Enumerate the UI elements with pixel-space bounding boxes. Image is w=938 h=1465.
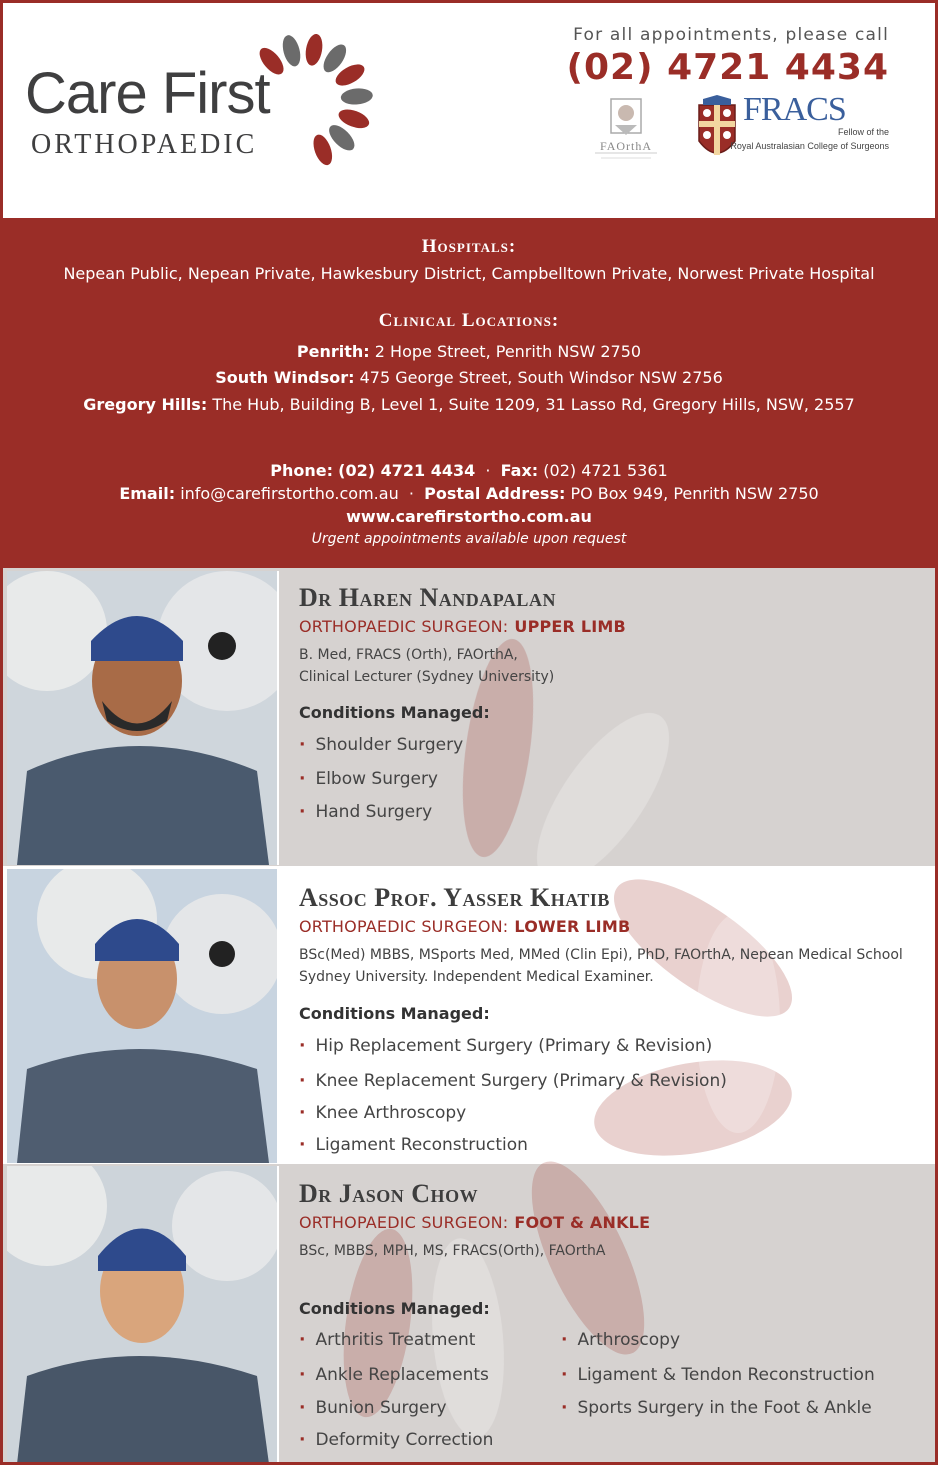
- location-penrith: [3, 342, 935, 361]
- doctor-name: Assoc Prof. Yasser Khatib: [299, 883, 610, 912]
- doctor-card: [299, 1179, 919, 1262]
- website-link[interactable]: www.carefirstortho.com.au: [346, 507, 592, 526]
- fracs-fellow-line2: Royal Australasian College of Surgeons: [730, 141, 889, 151]
- qualifications-line: BSc(Med) MBBS, MSports Med, MMed (Clin Epi), PhD, FAOrthA, Nepean Medical School: [299, 947, 903, 963]
- condition-item: · Shoulder Surgery: [299, 735, 463, 755]
- doctor-card: [299, 583, 919, 688]
- doctor-portrait-image: [7, 1166, 279, 1464]
- condition-item: · Arthroscopy: [561, 1330, 680, 1350]
- faortha-label: FAOrthA: [599, 139, 653, 153]
- doctor-name: Dr Jason Chow: [299, 1179, 479, 1208]
- qualifications-line: Clinical Lecturer (Sydney University): [299, 669, 555, 685]
- separator: ·: [485, 461, 491, 480]
- condition-item: · Ligament Reconstruction: [299, 1135, 528, 1155]
- doctor-role: [299, 917, 919, 936]
- location-name: Penrith:: [296, 342, 370, 361]
- location-gregory-hills: [3, 395, 935, 414]
- email-link[interactable]: info@carefirstortho.com.au: [180, 484, 399, 503]
- email-postal-line: [3, 484, 935, 503]
- urgent-note: Urgent appointments available upon request: [311, 531, 627, 547]
- conditions-heading: Conditions Managed:: [299, 1004, 490, 1023]
- logo-wordmark: Care First: [25, 61, 270, 126]
- location-name: South Windsor:: [215, 368, 355, 387]
- doctor-photo: [7, 571, 279, 865]
- header: [3, 3, 935, 218]
- location-south-windsor: [3, 368, 935, 387]
- doctor-name: Dr Haren Nandapalan: [299, 583, 556, 612]
- condition-item: · Ligament & Tendon Reconstruction: [561, 1365, 875, 1385]
- qualifications-line: BSc, MBBS, MPH, MS, FRACS(Orth), FAOrthA: [299, 1243, 606, 1259]
- conditions-heading: Conditions Managed:: [299, 703, 490, 722]
- location-name: Gregory Hills:: [83, 395, 208, 414]
- condition-item: · Knee Arthroscopy: [299, 1103, 466, 1123]
- phone-label: Phone:: [270, 461, 334, 480]
- appointments-phone[interactable]: (02) 4721 4434: [566, 47, 889, 88]
- conditions-heading: Conditions Managed:: [299, 1299, 490, 1318]
- contact-band: [3, 218, 935, 568]
- email-label: Email:: [119, 484, 176, 503]
- separator: ·: [408, 484, 414, 503]
- specialty: UPPER LIMB: [514, 617, 626, 636]
- phone-value[interactable]: (02) 4721 4434: [338, 461, 476, 480]
- qualifications-line: Sydney University. Independent Medical Examiner.: [299, 969, 654, 985]
- condition-item: · Bunion Surgery: [299, 1398, 447, 1418]
- doctor-qualifications: [299, 944, 919, 988]
- condition-item: · Hip Replacement Surgery (Primary & Revision): [299, 1036, 712, 1056]
- faortha-crest-icon: [587, 95, 665, 165]
- locations-heading: Clinical Locations:: [378, 310, 560, 331]
- hospitals-heading: Hospitals:: [421, 236, 517, 257]
- condition-item: · Elbow Surgery: [299, 769, 438, 789]
- location-address: 475 George Street, South Windsor NSW 2756: [359, 368, 723, 387]
- phone-fax-line: [3, 461, 935, 480]
- fracs-title: FRACS: [743, 91, 846, 128]
- logo-subtitle: ORTHOPAEDIC: [31, 129, 258, 160]
- doctor-portrait-image: [7, 869, 279, 1163]
- doctor-qualifications: [299, 644, 919, 688]
- fracs-fellow-text: [730, 125, 889, 153]
- doctor-photo: [7, 869, 279, 1163]
- role-label: ORTHOPAEDIC SURGEON:: [299, 1213, 509, 1232]
- condition-item: · Knee Replacement Surgery (Primary & Revision): [299, 1071, 727, 1091]
- fax-value: (02) 4721 5361: [543, 461, 668, 480]
- doctor-photo: [7, 1166, 279, 1464]
- condition-item: · Arthritis Treatment: [299, 1330, 475, 1350]
- location-address: 2 Hope Street, Penrith NSW 2750: [374, 342, 642, 361]
- postal-label: Postal Address:: [424, 484, 566, 503]
- role-label: ORTHOPAEDIC SURGEON:: [299, 617, 509, 636]
- specialty: LOWER LIMB: [514, 917, 631, 936]
- doctor-card: [299, 883, 919, 988]
- doctor-role: [299, 617, 919, 636]
- condition-item: · Sports Surgery in the Foot & Ankle: [561, 1398, 872, 1418]
- hospitals-list: Nepean Public, Nepean Private, Hawkesbury District, Campbelltown Private, Norwest Private Hospital: [63, 264, 875, 283]
- location-address: The Hub, Building B, Level 1, Suite 1209, 31 Lasso Rd, Gregory Hills, NSW, 2557: [212, 395, 855, 414]
- doctor-portrait-image: [7, 571, 279, 865]
- specialty: FOOT & ANKLE: [514, 1213, 651, 1232]
- qualifications-line: B. Med, FRACS (Orth), FAOrthA,: [299, 647, 518, 663]
- postal-value: PO Box 949, Penrith NSW 2750: [570, 484, 819, 503]
- appointments-label: For all appointments, please call: [573, 25, 889, 45]
- doctor-qualifications: [299, 1240, 919, 1262]
- fracs-fellow-line1: Fellow of the: [837, 127, 889, 137]
- logo-flower-icon: [243, 23, 383, 173]
- role-label: ORTHOPAEDIC SURGEON:: [299, 917, 509, 936]
- fax-label: Fax:: [500, 461, 539, 480]
- doctor-role: [299, 1213, 919, 1232]
- condition-item: · Deformity Correction: [299, 1430, 493, 1450]
- condition-item: · Hand Surgery: [299, 802, 432, 822]
- condition-item: · Ankle Replacements: [299, 1365, 489, 1385]
